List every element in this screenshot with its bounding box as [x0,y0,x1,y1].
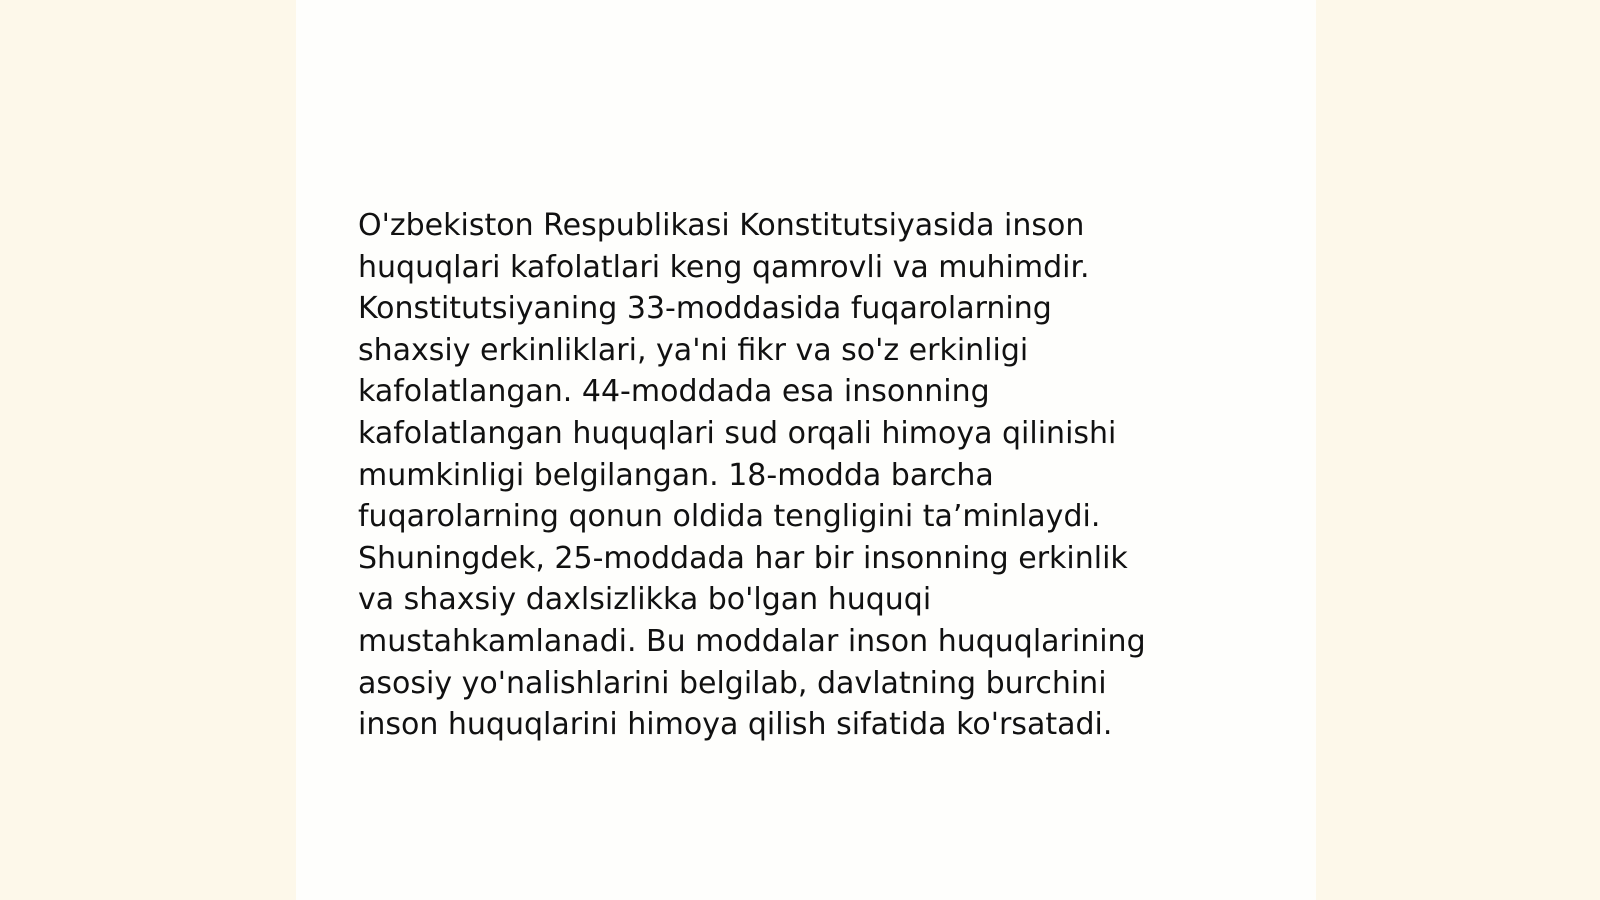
paragraph-line: huquqlari kafolatlari keng qamrovli va muhimdir. [358,249,1090,285]
paragraph-line: va shaxsiy daxlsizlikka bo'lgan huquqi [358,582,932,618]
paragraph-line: kafolatlangan huquqlari sud orqali himoya qilinishi [358,415,1117,451]
paragraph-line: mustahkamlanadi. Bu moddalar inson huquqlarining [358,623,1146,659]
paragraph-line: O'zbekiston Respublikasi Konstitutsiyasida inson [358,208,1085,243]
paragraph-line: Shuningdek, 25-moddada har bir insonning erkinlik [358,540,1128,576]
paragraph-line: fuqarolarning qonun oldida tengligini ta’minlaydi. [358,499,1101,535]
paragraph-line: kafolatlangan. 44-moddada esa insonning [358,374,990,410]
paragraph-line: inson huquqlarini himoya qilish sifatida ko'rsatadi. [358,707,1113,743]
document-page [296,0,1316,900]
paragraph-line: mumkinligi belgilangan. 18-modda barcha [358,457,994,493]
paragraph-line: shaxsiy erkinliklari, ya'ni fikr va so'z erkinligi [358,332,1029,368]
body-paragraph [358,205,1238,746]
paragraph-line: asosiy yo'nalishlarini belgilab, davlatning burchini [358,665,1107,701]
paragraph-line: Konstitutsiyaning 33-moddasida fuqarolarning [358,291,1052,327]
